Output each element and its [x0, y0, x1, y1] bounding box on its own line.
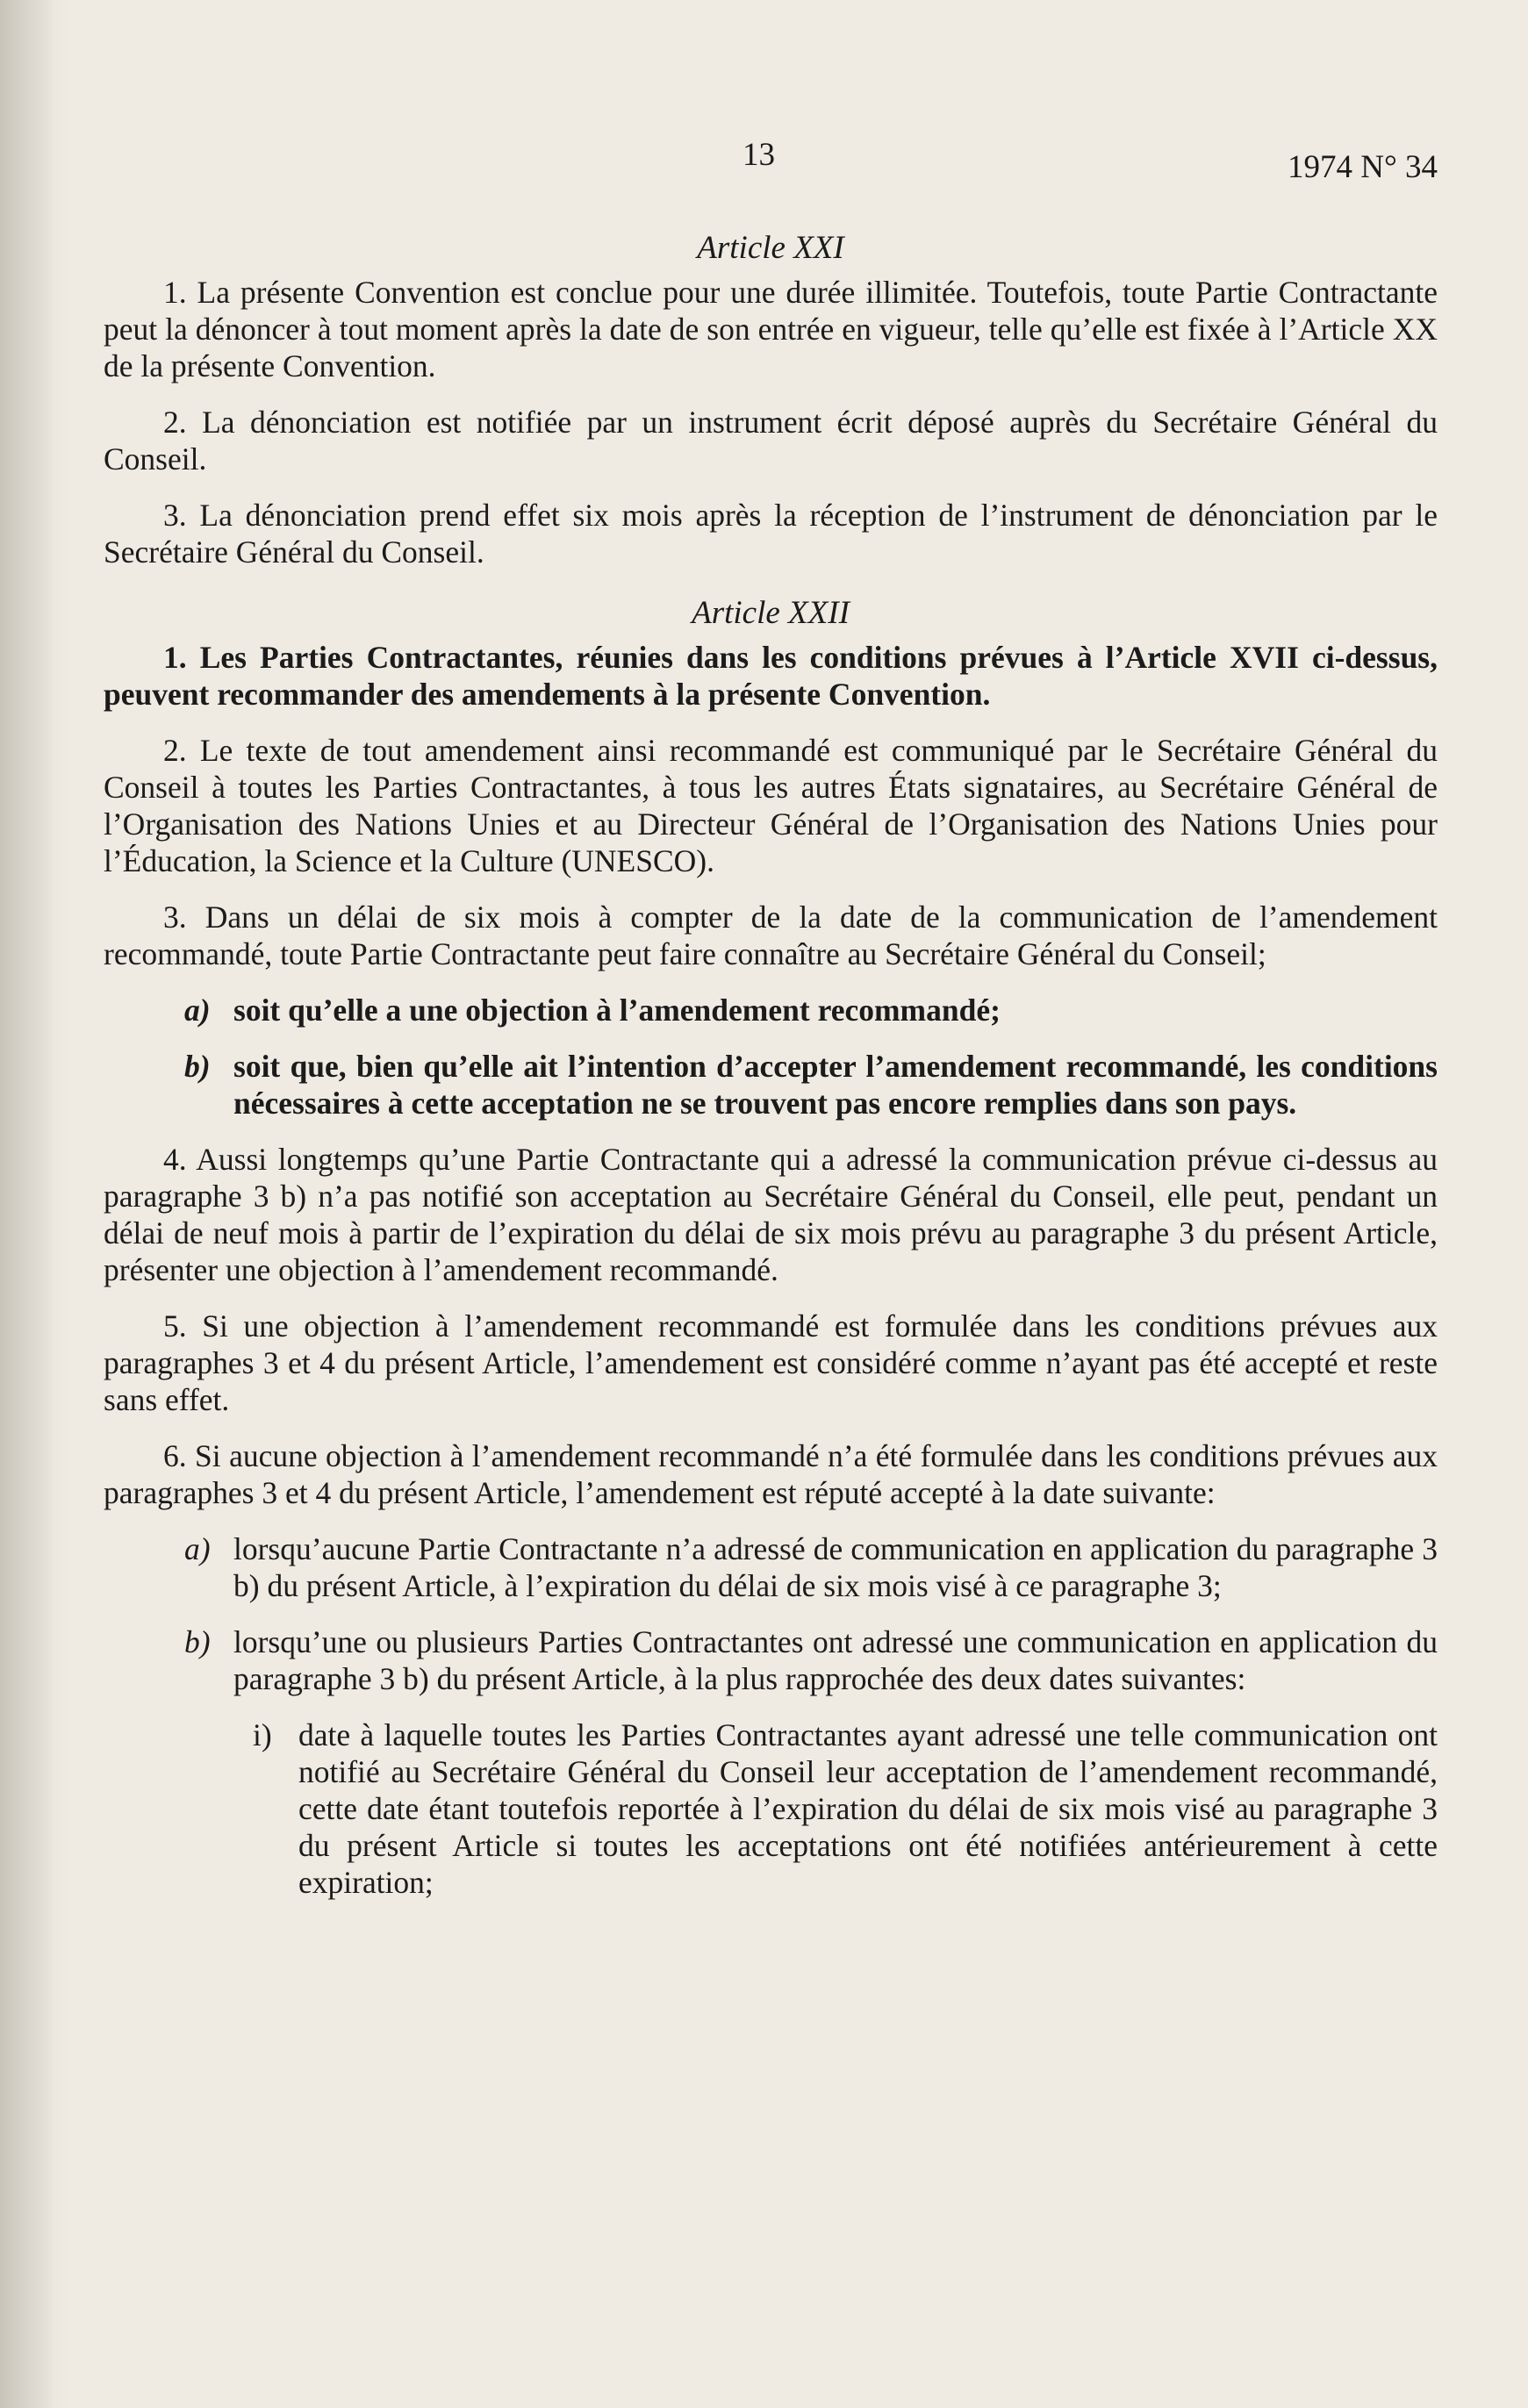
- item-text: soit qu’elle a une objection à l’amendement recommandé;: [233, 993, 1001, 1028]
- article-xxii-paragraph-1: 1. Les Parties Contractantes, réunies dans les conditions prévues à l’Article XVII ci-dessus, peuvent recommander des amendements à la présente Convention.: [104, 640, 1438, 712]
- article-xxii-paragraph-6-item-a: [104, 1530, 1438, 1604]
- article-xxi-paragraph-1: 1. La présente Convention est conclue pour une durée illimitée. Toutefois, toute Partie Contractante peut la dénoncer à tout moment après la date de son entrée en vigueur, telle qu’elle est fixée à l’Article XX de la présente Convention.: [104, 275, 1438, 383]
- item-marker: b): [184, 1624, 211, 1659]
- article-xxii-paragraph-4: 4. Aussi longtemps qu’une Partie Contractante qui a adressé la communication prévue ci-dessus au paragraphe 3 b) n’a pas notifié son acceptation au Secrétaire Général du Conseil, elle peut, pendant un délai de neuf mois à partir de l’expiration du délai de six mois prévu au paragraphe 3 du présent Article, présenter une objection à l’amendement recommandé.: [104, 1142, 1438, 1287]
- item-text: lorsqu’une ou plusieurs Parties Contractantes ont adressé une communication en application du paragraphe 3 b) du présent Article, à la plus rapprochée des deux dates suivantes:: [233, 1624, 1438, 1696]
- page-content: [104, 132, 1438, 1920]
- page-number: 13: [742, 137, 775, 173]
- article-xxii-paragraph-6: 6. Si aucune objection à l’amendement recommandé n’a été formulée dans les conditions prévues aux paragraphes 3 et 4 du présent Article, l’amendement est réputé accepté à la date suivante:: [104, 1438, 1438, 1510]
- article-xxi-paragraph-3: 3. La dénonciation prend effet six mois après la réception de l’instrument de dénonciation par le Secrétaire Général du Conseil.: [104, 498, 1438, 570]
- article-xxii-paragraph-3: 3. Dans un délai de six mois à compter de la date de la communication de l’amendement recommandé, toute Partie Contractante peut faire connaître au Secrétaire Général du Conseil;: [104, 899, 1438, 971]
- item-marker: a): [184, 1531, 211, 1566]
- article-xxii-paragraph-3-item-a: [104, 992, 1438, 1028]
- article-xxi-paragraph-2: 2. La dénonciation est notifiée par un instrument écrit déposé auprès du Secrétaire Général du Conseil.: [104, 405, 1438, 477]
- item-marker: b): [184, 1049, 211, 1084]
- document-id: 1974 N° 34: [1287, 149, 1438, 185]
- article-xxii-paragraph-5: 5. Si une objection à l’amendement recommandé est formulée dans les conditions prévues aux paragraphes 3 et 4 du présent Article, l’amendement est considéré comme n’ayant pas été accepté et reste sans effet.: [104, 1308, 1438, 1417]
- item-text: date à laquelle toutes les Parties Contractantes ayant adressé une telle communication ont notifié au Secrétaire Général du Conseil leur acceptation de l’amendement recommandé, cette date étant toutefois reportée à l’expiration du délai de six mois visé au paragraphe 3 du présent Article si toutes les acceptations ont été notifiées antérieurement à cette expiration;: [298, 1717, 1438, 1900]
- binding-shadow: [0, 0, 54, 2408]
- article-xxii-paragraph-6-item-b: [104, 1623, 1438, 1697]
- item-text: lorsqu’aucune Partie Contractante n’a adressé de communication en application du paragraphe 3 b) du présent Article, à l’expiration du délai de six mois visé à ce paragraphe 3;: [233, 1531, 1438, 1603]
- article-xxi-title: Article XXI: [697, 230, 844, 266]
- item-marker: a): [184, 993, 211, 1028]
- article-xxii-title: Article XXII: [692, 595, 850, 631]
- page-header: [104, 132, 1438, 193]
- article-xxii-paragraph-3-item-b: [104, 1048, 1438, 1122]
- article-xxii-paragraph-2: 2. Le texte de tout amendement ainsi recommandé est communiqué par le Secrétaire Général du Conseil à toutes les Parties Contractantes, à tous les autres États signataires, au Secrétaire Général de l’Organisation des Nations Unies et au Directeur Général de l’Organisation des Nations Unies pour l’Éducation, la Science et la Culture (UNESCO).: [104, 733, 1438, 878]
- item-text: soit que, bien qu’elle ait l’intention d’accepter l’amendement recommandé, les conditions nécessaires à cette acceptation ne se trouvent pas encore remplies dans son pays.: [233, 1049, 1438, 1121]
- article-xxii-paragraph-6-item-b-i: [104, 1716, 1438, 1901]
- item-marker: i): [253, 1717, 272, 1752]
